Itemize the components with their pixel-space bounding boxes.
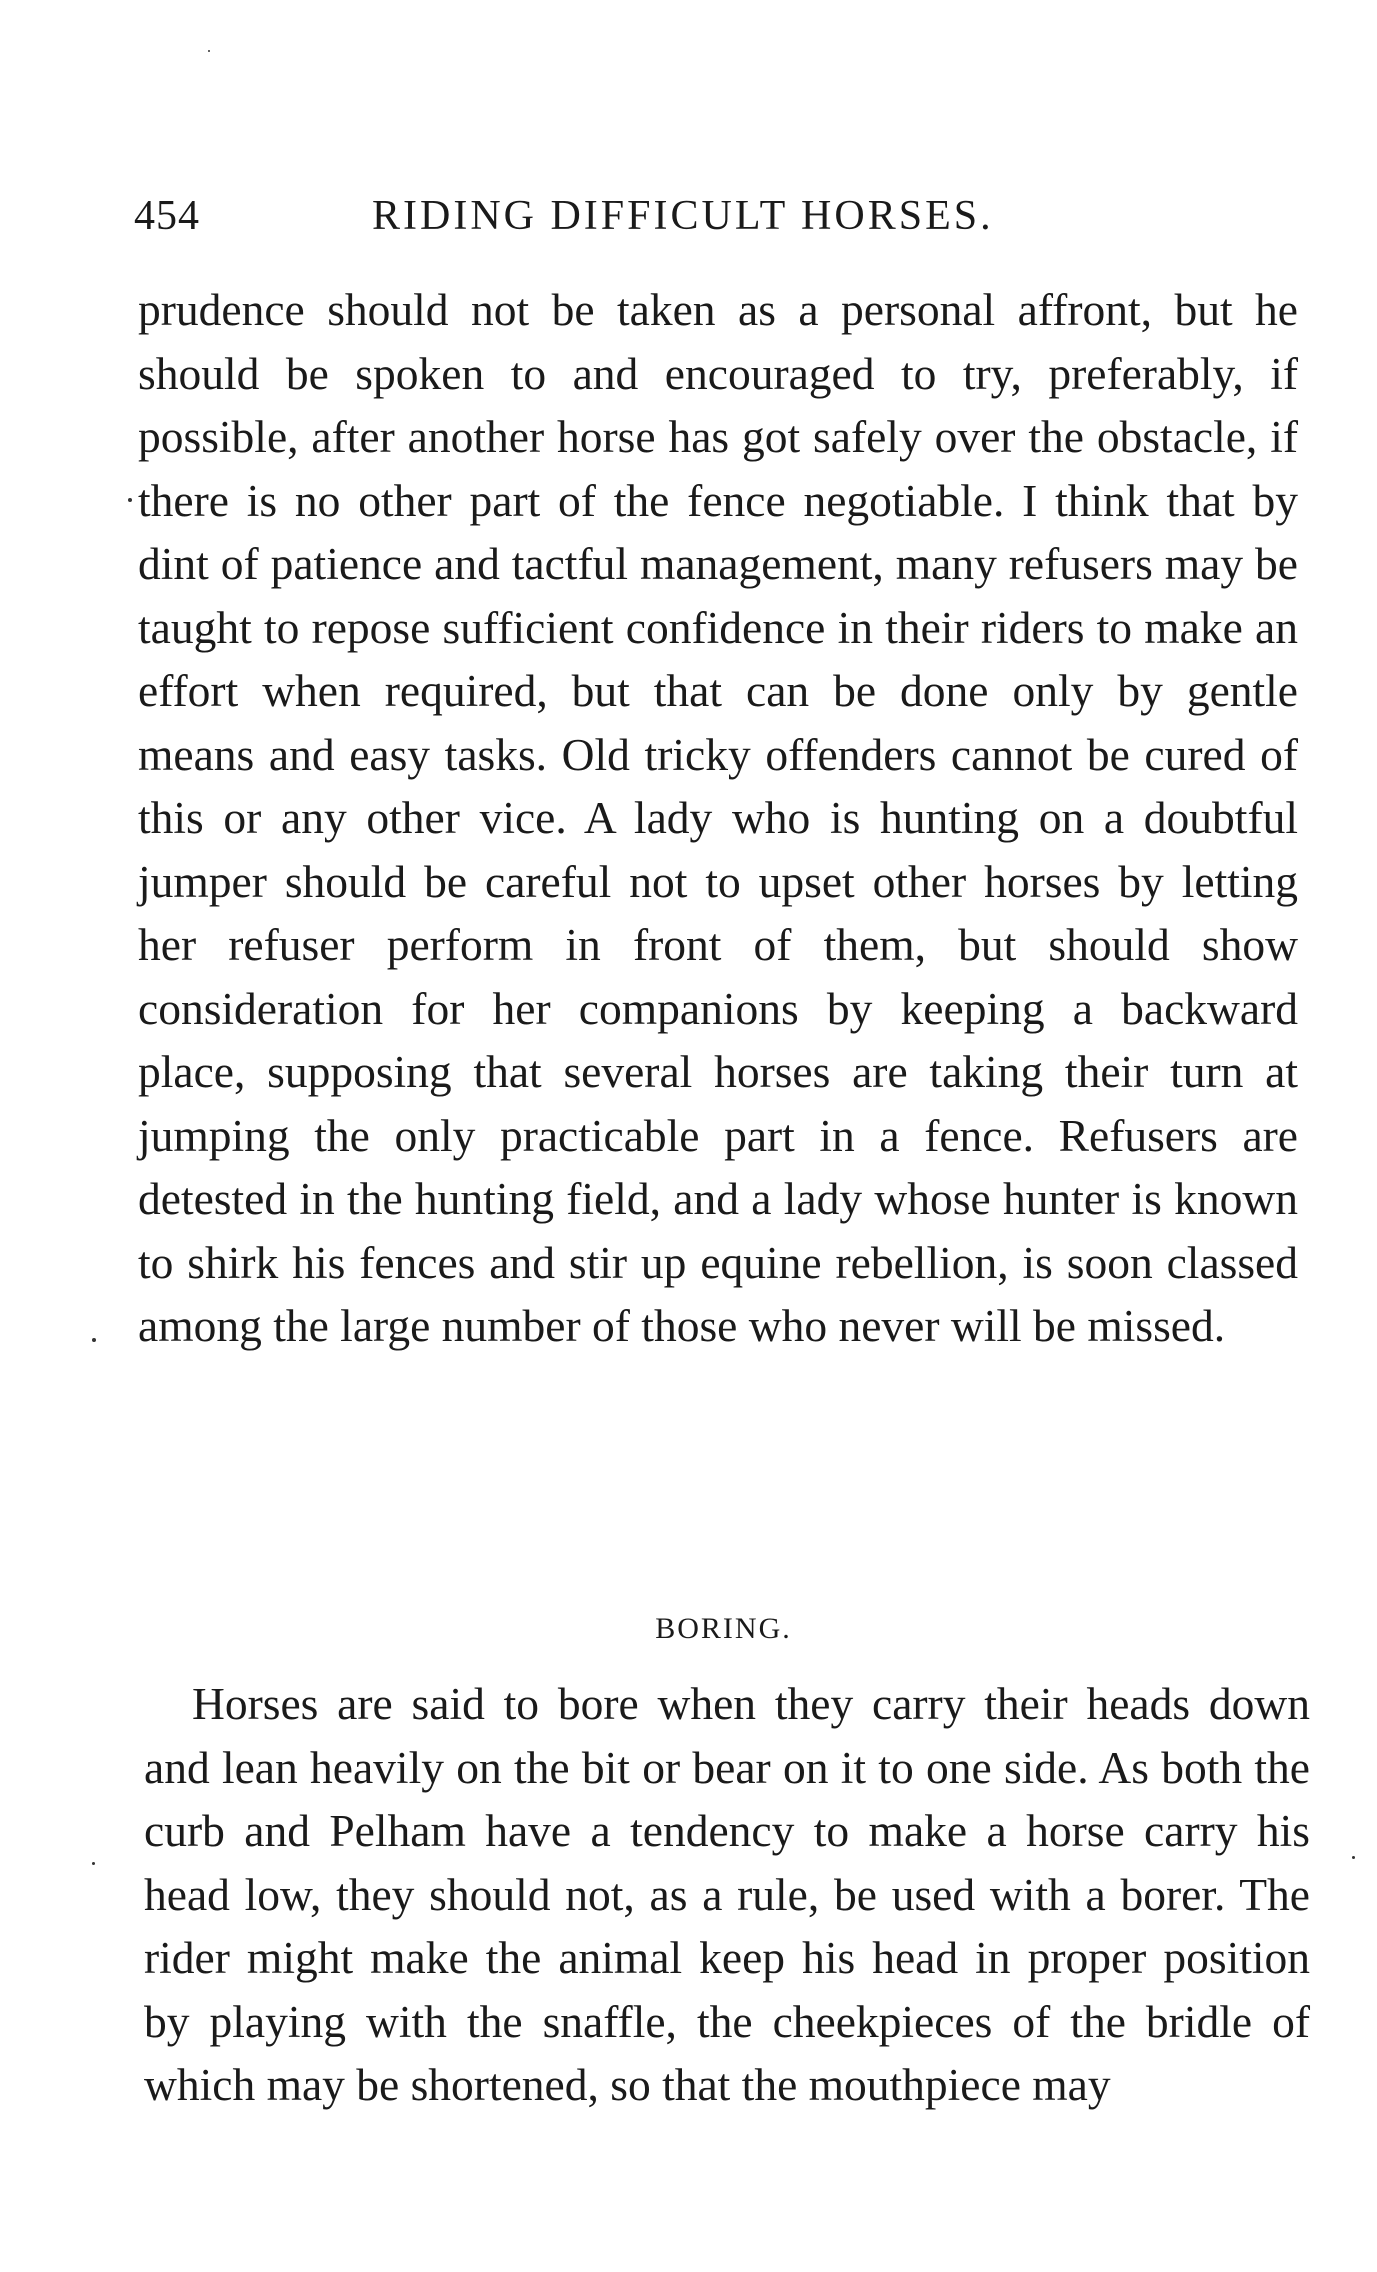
scan-speck	[92, 1338, 96, 1342]
body-paragraph-1: prudence should not be taken as a personal affront, but he should be spoken to and encouraged to try, preferably, if possible, after another horse has got safely over the obstacle, if there is no other part of the fence negotiable. I think that by dint of patience and tactful management, many refusers may be taught to repose sufficient confidence in their riders to make an effort when required, but that can be done only by gentle means and easy tasks. Old tricky offenders cannot be cured of this or any other vice. A lady who is hunting on a doubtful jumper should be careful not to upset other horses by letting her refuser perform in front of them, but should show consideration for her companions by keeping a backward place, supposing that several horses are taking their turn at jumping the only practicable part in a fence. Refusers are detested in the hunting field, and a lady whose hunter is known to shirk his fences and stir up equine rebellion, is soon classed among the large number of those who never will be missed.	[138, 284, 1298, 1351]
scan-speck	[1352, 1856, 1355, 1859]
page-number: 454	[134, 193, 200, 239]
section-heading: BORING.	[655, 1612, 792, 1645]
page-header	[134, 192, 1314, 252]
scan-speck	[128, 498, 132, 502]
body-paragraph-2: Horses are said to bore when they carry their heads down and lean heavily on the bit or bear on it to one side. As both the curb and Pelham have a tendency to make a horse carry his head low, they should not, as a rule, be used with a borer. The rider might make the animal keep his head in proper position by playing with the snaffle, the cheekpieces of the bridle of which may be shortened, so that the mouthpiece may	[144, 1678, 1310, 2110]
scan-speck	[92, 1862, 95, 1865]
scan-speck	[208, 50, 210, 52]
running-head: RIDING DIFFICULT HORSES.	[372, 193, 994, 239]
